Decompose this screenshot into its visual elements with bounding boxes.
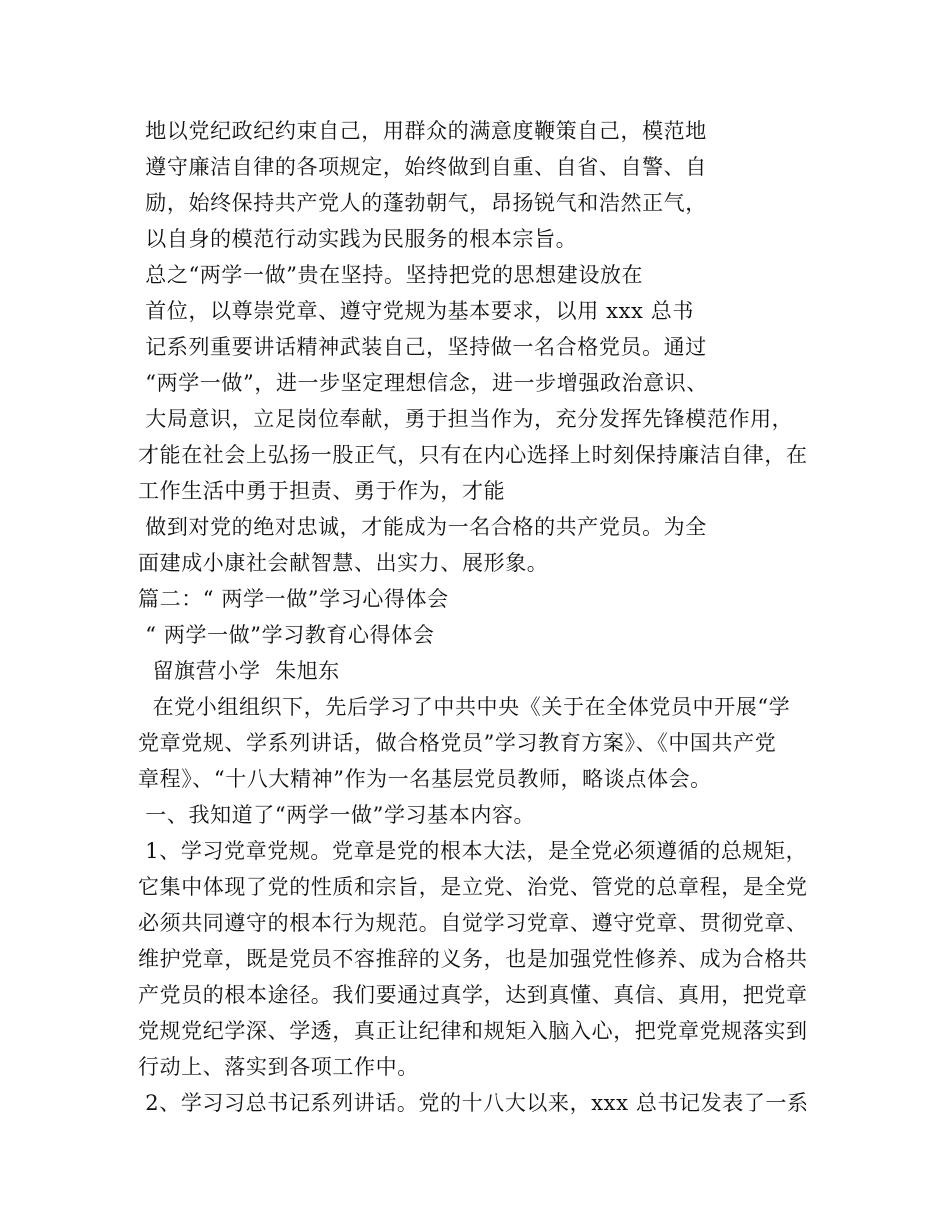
text-line: 记系列重要讲话精神武装自己，坚持做一名合格党员。通过	[138, 335, 707, 359]
text-line: “两学一做”，进一步坚定理想信念，进一步增强政治意识、	[138, 371, 708, 395]
text-line: 才能在社会上弘扬一股正气，只有在内心选择上时刻保持廉洁自律，在	[138, 443, 808, 467]
article-title: “ 两学一做”学习教育心得体会	[138, 623, 435, 647]
text-line: 党章党规、学系列讲话，做合格党员”学习教育方案》、《中国共产党	[138, 731, 777, 755]
text-line: 2、学习习总书记系列讲话。党的十八大以来，xxx 总书记发表了一系	[138, 1091, 809, 1115]
text-line: 必须共同遵守的根本行为规范。自觉学习党章、遵守党章、贯彻党章、	[138, 911, 808, 935]
text-line: 励，始终保持共产党人的蓬勃朝气，昂扬锐气和浩然正气，	[138, 191, 707, 215]
text-line: 在党小组组织下，先后学习了中共中央《关于在全体党员中开展“学	[138, 695, 791, 719]
text-line: 工作生活中勇于担责、勇于作为，才能	[138, 479, 506, 503]
text-line: 党规党纪学深、学透，真正让纪律和规矩入脑入心，把党章党规落实到	[138, 1019, 808, 1043]
text-line: 首位，以尊崇党章、遵守党规为基本要求，以用 xxx 总书	[138, 299, 694, 323]
text-line: 大局意识，立足岗位奉献，勇于担当作为，充分发挥先锋模范作用，	[138, 407, 794, 431]
text-line: 地以党纪政纪约束自己，用群众的满意度鞭策自己，模范地	[138, 119, 707, 143]
text-line: 面建成小康社会献智慧、出实力、展形象。	[138, 551, 549, 575]
text-line: 以自身的模范行动实践为民服务的根本宗旨。	[138, 227, 578, 251]
subheading: 一、我知道了“两学一做”学习基本内容。	[138, 803, 536, 827]
text-line: 章程》、“十八大精神”作为一名基层党员教师，略谈点体会。	[138, 767, 712, 791]
section-heading: 篇二：“ 两学一做”学习心得体会	[138, 587, 449, 611]
text-line: 维护党章，既是党员不容推辞的义务，也是加强党性修养、成为合格共	[138, 947, 808, 971]
text-line: 行动上、落实到各项工作中。	[138, 1055, 419, 1079]
text-line: 做到对党的绝对忠诚，才能成为一名合格的共产党员。为全	[138, 515, 707, 539]
text-line: 遵守廉洁自律的各项规定，始终做到自重、自省、自警、自	[138, 155, 707, 179]
text-line: 产党员的根本途径。我们要通过真学，达到真懂、真信、真用，把党章	[138, 983, 808, 1007]
author-line: 留旗营小学 朱旭东	[138, 659, 340, 683]
text-line: 1、学习党章党规。党章是党的根本大法，是全党必须遵循的总规矩，	[138, 839, 808, 863]
text-line: 总之“两学一做”贵在坚持。坚持把党的思想建设放在	[138, 263, 644, 287]
text-line: 它集中体现了党的性质和宗旨，是立党、治党、管党的总章程，是全党	[138, 875, 808, 899]
